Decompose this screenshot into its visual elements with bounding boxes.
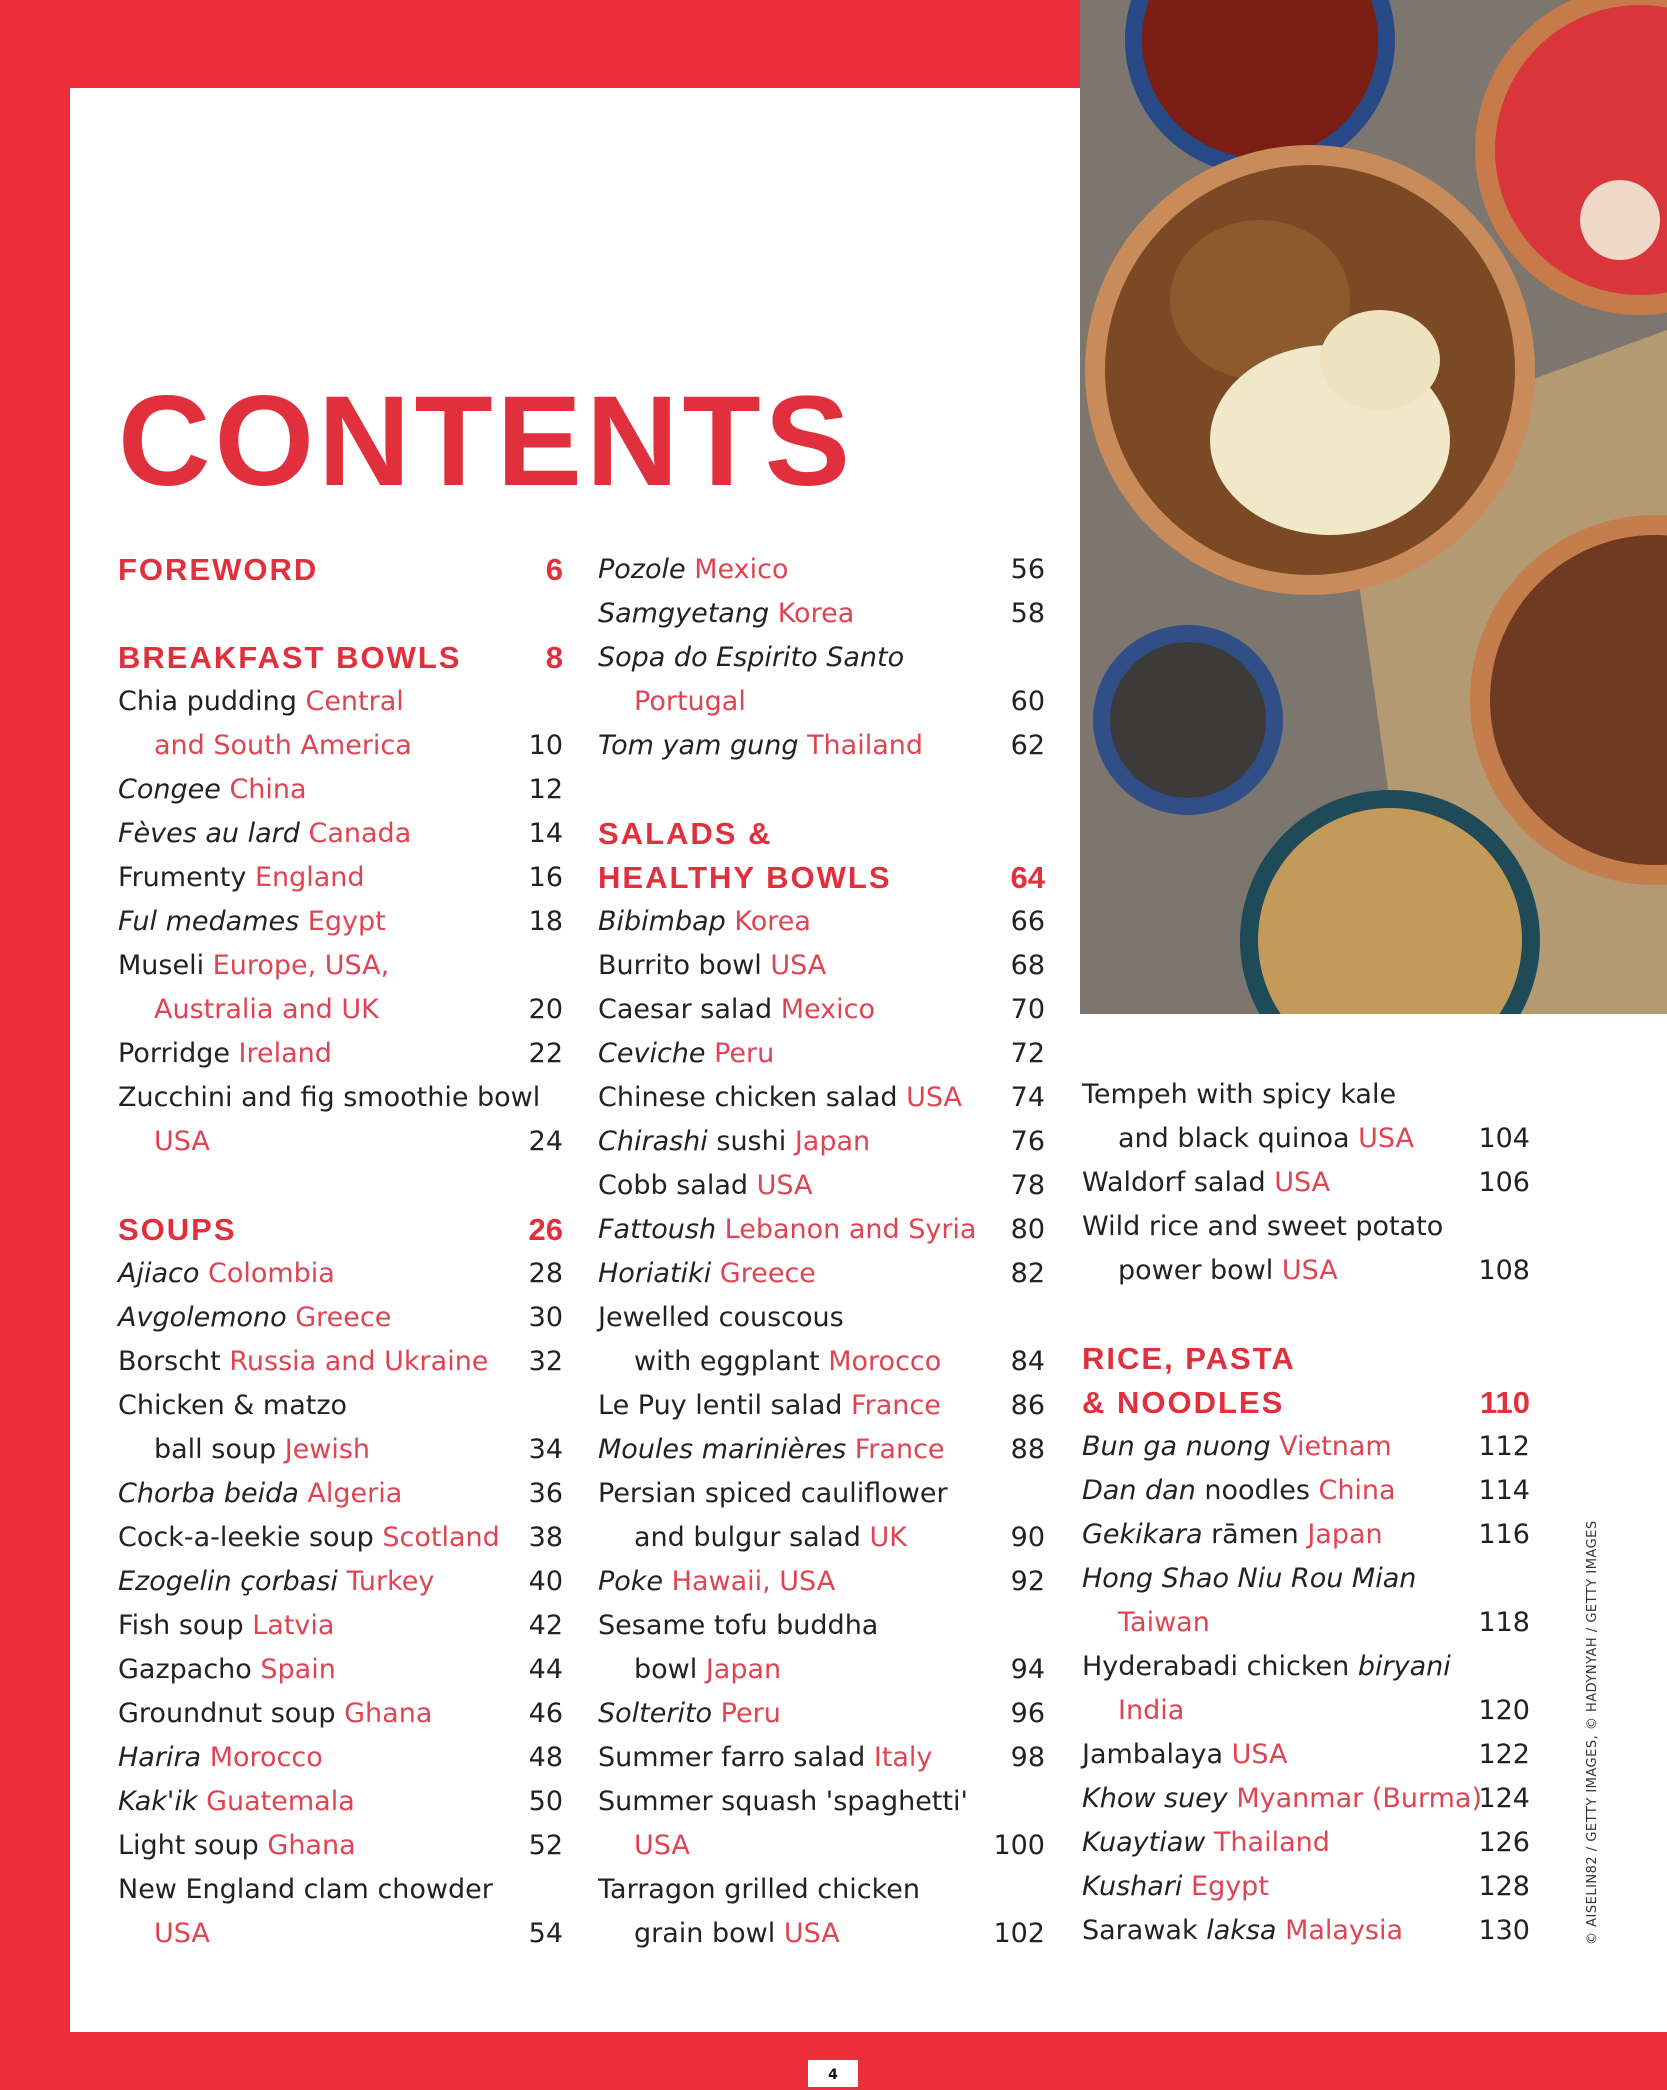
entry-page-number: 122	[1478, 1739, 1530, 1770]
entry-page-number: 86	[1010, 1390, 1045, 1421]
dish-name: sushi	[707, 1126, 795, 1157]
dish-name: Horiatiki	[598, 1258, 712, 1289]
country-label: Jewish	[284, 1434, 371, 1465]
dish-name: ball soup	[154, 1434, 285, 1465]
country-label: Morocco	[828, 1346, 942, 1377]
entry-page-number: 88	[1010, 1434, 1045, 1465]
country-label: Myanmar (Burma)	[1227, 1783, 1483, 1814]
dish-name: Caesar salad	[598, 994, 781, 1025]
toc-entry[interactable]	[118, 1736, 323, 1780]
dish-name: Sarawak	[1082, 1915, 1207, 1946]
dish-name: Chorba beida	[118, 1478, 299, 1509]
entry-page-number: 52	[528, 1830, 563, 1861]
country-label: Italy	[873, 1742, 933, 1773]
toc-entry[interactable]	[598, 1032, 774, 1076]
section-heading[interactable]: SOUPS	[118, 1212, 237, 1247]
section-heading[interactable]: BREAKFAST BOWLS	[118, 640, 462, 675]
dish-name: Ezogelin çorbasi	[118, 1566, 338, 1597]
entry-page-number: 46	[528, 1698, 563, 1729]
toc-entry[interactable]	[598, 1472, 948, 1516]
dish-name: Kak'ik	[118, 1786, 198, 1817]
dish-name: Cock-a-leekie soup	[118, 1522, 383, 1553]
toc-entry[interactable]	[598, 1076, 962, 1120]
food-bowls-photo	[1080, 0, 1667, 1014]
toc-entry[interactable]	[598, 1164, 813, 1208]
entry-page-number: 98	[1010, 1742, 1045, 1773]
country-label: Japan	[794, 1126, 871, 1157]
toc-entry[interactable]	[118, 1340, 488, 1384]
toc-entry[interactable]	[1082, 1073, 1396, 1117]
dish-name: noodles	[1195, 1475, 1319, 1506]
toc-entry[interactable]	[598, 1120, 870, 1164]
country-label: USA	[783, 1918, 840, 1949]
toc-entry[interactable]	[118, 1604, 334, 1648]
dish-name: Poke	[598, 1566, 664, 1597]
toc-entry[interactable]	[634, 1340, 941, 1384]
entry-page-number: 10	[528, 730, 563, 761]
dish-name: Museli	[118, 950, 213, 981]
country-label: and South America	[154, 730, 412, 761]
country-label: Latvia	[252, 1610, 335, 1641]
dish-name: Chia pudding	[118, 686, 306, 717]
section-heading[interactable]: HEALTHY BOWLS	[598, 860, 892, 895]
toc-entry[interactable]	[154, 724, 412, 768]
country-label: Colombia	[199, 1258, 335, 1289]
toc-entry[interactable]	[1082, 1821, 1330, 1865]
dish-name: Tarragon grilled chicken	[598, 1874, 920, 1905]
entry-page-number: 36	[528, 1478, 563, 1509]
dish-name: Congee	[118, 774, 221, 805]
toc-entry[interactable]	[118, 812, 411, 856]
toc-entry[interactable]	[118, 1296, 391, 1340]
country-label: Korea	[725, 906, 811, 937]
dish-name: Zucchini and fig smoothie bowl	[118, 1082, 541, 1113]
country-label: USA	[1274, 1167, 1331, 1198]
entry-page-number: 20	[528, 994, 563, 1025]
section-heading[interactable]: SALADS &	[598, 816, 773, 851]
dish-name: Kushari	[1082, 1871, 1183, 1902]
toc-entry[interactable]	[118, 1824, 356, 1868]
dish-name: Groundnut soup	[118, 1698, 345, 1729]
country-label: Scotland	[382, 1522, 500, 1553]
toc-entry[interactable]	[118, 1560, 434, 1604]
page-title: CONTENTS	[118, 370, 854, 513]
toc-entry[interactable]	[598, 1252, 816, 1296]
entry-page-number: 68	[1010, 950, 1045, 981]
country-label: Lebanon and Syria	[716, 1214, 977, 1245]
toc-entry[interactable]	[118, 1868, 493, 1912]
entry-page-number: 100	[993, 1830, 1045, 1861]
entry-page-number: 84	[1010, 1346, 1045, 1377]
dish-name: bowl	[634, 1654, 706, 1685]
toc-entry[interactable]	[598, 548, 788, 592]
toc-entry[interactable]	[118, 1516, 500, 1560]
country-label: Spain	[260, 1654, 336, 1685]
entry-page-number: 76	[1010, 1126, 1045, 1157]
country-label: Mexico	[780, 994, 875, 1025]
entry-page-number: 126	[1478, 1827, 1530, 1858]
country-label: Taiwan	[1118, 1607, 1210, 1638]
toc-entry[interactable]	[634, 1824, 690, 1868]
country-label: USA	[1281, 1255, 1338, 1286]
toc-entry[interactable]	[598, 636, 904, 680]
toc-entry[interactable]	[118, 1692, 432, 1736]
toc-entry[interactable]	[1118, 1117, 1414, 1161]
country-label: Thailand	[1205, 1827, 1330, 1858]
country-label: Algeria	[298, 1478, 403, 1509]
toc-entry[interactable]	[1082, 1777, 1482, 1821]
entry-page-number: 80	[1010, 1214, 1045, 1245]
entry-page-number: 74	[1010, 1082, 1045, 1113]
toc-entry[interactable]	[598, 1692, 781, 1736]
section-heading[interactable]: & NOODLES	[1082, 1385, 1285, 1420]
country-label: Australia and UK	[154, 994, 379, 1025]
toc-entry[interactable]	[634, 1648, 781, 1692]
entry-page-number: 92	[1010, 1566, 1045, 1597]
entry-page-number: 82	[1010, 1258, 1045, 1289]
entry-page-number: 12	[528, 774, 563, 805]
dish-name: New England clam chowder	[118, 1874, 493, 1905]
entry-page-number: 40	[528, 1566, 563, 1597]
entry-page-number: 72	[1010, 1038, 1045, 1069]
toc-entry[interactable]	[154, 1912, 210, 1956]
country-label: Greece	[711, 1258, 816, 1289]
entry-page-number: 130	[1478, 1915, 1530, 1946]
entry-page-number: 16	[528, 862, 563, 893]
country-label: Portugal	[634, 686, 746, 717]
toc-entry[interactable]	[598, 944, 826, 988]
country-label: USA	[1231, 1739, 1288, 1770]
dish-name: Kuaytiaw	[1082, 1827, 1206, 1858]
entry-page-number: 62	[1010, 730, 1045, 761]
toc-entry[interactable]	[598, 1296, 844, 1340]
section-heading[interactable]: RICE, PASTA	[1082, 1341, 1296, 1376]
country-label: Ghana	[344, 1698, 433, 1729]
dish-name: Cobb salad	[598, 1170, 757, 1201]
dish-name: Fèves au lard	[118, 818, 300, 849]
country-label: USA	[154, 1126, 210, 1157]
toc-entry[interactable]	[1118, 1601, 1210, 1645]
dish-name: Sopa do Espirito Santo	[598, 642, 905, 673]
country-label: Ghana	[267, 1830, 356, 1861]
entry-page-number: 70	[1010, 994, 1045, 1025]
toc-entry[interactable]	[598, 988, 875, 1032]
entry-page-number: 32	[528, 1346, 563, 1377]
dish-name: Borscht	[118, 1346, 230, 1377]
entry-page-number: 14	[528, 818, 563, 849]
entry-page-number: 44	[528, 1654, 563, 1685]
country-label: Peru	[712, 1698, 781, 1729]
country-label: Greece	[286, 1302, 392, 1333]
toc-entry[interactable]	[1082, 1557, 1416, 1601]
country-label: USA	[756, 1170, 813, 1201]
entry-page-number: 22	[528, 1038, 563, 1069]
country-label: Japan	[705, 1654, 782, 1685]
dish-name: Wild rice and sweet potato	[1082, 1211, 1444, 1242]
toc-entry[interactable]	[118, 944, 389, 988]
country-label: Russia and Ukraine	[229, 1346, 489, 1377]
dish-name: Hyderabadi chicken	[1082, 1651, 1358, 1682]
toc-entry[interactable]	[634, 1912, 840, 1956]
country-label: France	[846, 1434, 945, 1465]
entry-page-number: 102	[993, 1918, 1045, 1949]
entry-page-number: 94	[1010, 1654, 1045, 1685]
entry-page-number: 28	[528, 1258, 563, 1289]
entry-page-number: 118	[1478, 1607, 1530, 1638]
toc-entry[interactable]	[598, 592, 854, 636]
entry-page-number: 66	[1010, 906, 1045, 937]
dish-name: Frumenty	[118, 862, 255, 893]
country-label: Europe, USA,	[212, 950, 390, 981]
toc-entry[interactable]	[1118, 1249, 1338, 1293]
dish-name: Ajiaco	[118, 1258, 200, 1289]
photo-credit: © AISELIN82 / GETTY IMAGES, © HADYNYAH / GETTY IMAGES	[1585, 1520, 1600, 1945]
dish-name: Gazpacho	[118, 1654, 261, 1685]
dish-name: Tempeh with spicy kale	[1082, 1079, 1397, 1110]
dish-name: with eggplant	[634, 1346, 829, 1377]
toc-entry[interactable]	[1082, 1425, 1392, 1469]
country-label: Korea	[769, 598, 855, 629]
country-label: Thailand	[798, 730, 924, 761]
dish-name: Fattoush	[598, 1214, 717, 1245]
entry-page-number: 34	[528, 1434, 563, 1465]
dish-name: power bowl	[1118, 1255, 1282, 1286]
entry-page-number: 48	[528, 1742, 563, 1773]
entry-page-number: 90	[1010, 1522, 1045, 1553]
country-label: Egypt	[1182, 1871, 1269, 1902]
entry-page-number: 116	[1478, 1519, 1530, 1550]
entry-page-number: 30	[528, 1302, 563, 1333]
dish-name: Dan dan	[1082, 1475, 1196, 1506]
dish-name: Avgolemono	[118, 1302, 287, 1333]
dish-name: Khow suey	[1082, 1783, 1228, 1814]
toc-entry[interactable]	[598, 1208, 976, 1252]
country-label: UK	[869, 1522, 907, 1553]
dish-name: Solterito	[598, 1698, 713, 1729]
toc-entry[interactable]	[634, 680, 746, 724]
entry-page-number: 124	[1478, 1783, 1530, 1814]
dish-name: Summer farro salad	[598, 1742, 874, 1773]
toc-entry[interactable]	[1082, 1513, 1383, 1557]
toc-entry[interactable]	[598, 1604, 878, 1648]
country-label: USA	[1358, 1123, 1415, 1154]
toc-entry[interactable]	[118, 1648, 336, 1692]
section-page-number: 8	[545, 640, 563, 675]
dish-name: grain bowl	[634, 1918, 784, 1949]
dish-name: Samgyetang	[598, 598, 770, 629]
toc-entry[interactable]	[154, 1120, 210, 1164]
dish-name: rāmen	[1202, 1519, 1308, 1550]
dish-name: Porridge	[118, 1038, 239, 1069]
country-label: Guatemala	[197, 1786, 355, 1817]
toc-entry[interactable]	[598, 1736, 932, 1780]
country-label: Vietnam	[1270, 1431, 1392, 1462]
toc-entry[interactable]	[118, 768, 307, 812]
toc-entry[interactable]	[598, 1780, 968, 1824]
dish-name: Le Puy lentil salad	[598, 1390, 852, 1421]
country-label: Turkey	[337, 1566, 435, 1597]
dish-name: Waldorf salad	[1082, 1167, 1275, 1198]
entry-page-number: 128	[1478, 1871, 1530, 1902]
toc-entry[interactable]	[154, 988, 379, 1032]
entry-page-number: 24	[528, 1126, 563, 1157]
entry-page-number: 112	[1478, 1431, 1530, 1462]
country-label: Malaysia	[1276, 1915, 1404, 1946]
dish-name: Fish soup	[118, 1610, 253, 1641]
dish-name: Light soup	[118, 1830, 268, 1861]
country-label: Mexico	[685, 554, 789, 585]
dish-name: and black quinoa	[1118, 1123, 1359, 1154]
section-page-number: 6	[545, 552, 563, 587]
country-label: Central	[305, 686, 404, 717]
toc-entry[interactable]	[118, 1780, 355, 1824]
toc-entry[interactable]	[598, 1560, 835, 1604]
dish-name: Chinese chicken salad	[598, 1082, 907, 1113]
section-page-number: 26	[528, 1212, 563, 1247]
dish-name: Gekikara	[1082, 1519, 1203, 1550]
dish-name: Hong Shao Niu Rou Mian	[1082, 1563, 1417, 1594]
dish-name: Persian spiced cauliflower	[598, 1478, 948, 1509]
toc-entry[interactable]	[118, 680, 404, 724]
country-label: France	[851, 1390, 941, 1421]
page-number: 4	[808, 2060, 858, 2087]
toc-entry[interactable]	[118, 1032, 332, 1076]
country-label: Ireland	[238, 1038, 332, 1069]
dish-name: Pozole	[598, 554, 686, 585]
toc-entry[interactable]	[1082, 1733, 1288, 1777]
dish-name: biryani	[1357, 1651, 1451, 1682]
country-label: Japan	[1307, 1519, 1383, 1550]
entry-page-number: 42	[528, 1610, 563, 1641]
dish-name: Jewelled couscous	[598, 1302, 844, 1333]
entry-page-number: 18	[528, 906, 563, 937]
country-label: Hawaii, USA	[663, 1566, 836, 1597]
dish-name: and bulgur salad	[634, 1522, 870, 1553]
entry-page-number: 106	[1478, 1167, 1530, 1198]
country-label: China	[1318, 1475, 1396, 1506]
dish-name: Bun ga nuong	[1082, 1431, 1271, 1462]
country-label: USA	[906, 1082, 962, 1113]
toc-entry[interactable]	[598, 900, 811, 944]
entry-page-number: 50	[528, 1786, 563, 1817]
toc-entry[interactable]	[1082, 1161, 1330, 1205]
dish-name: Jambalaya	[1082, 1739, 1232, 1770]
dish-name: Burrito bowl	[598, 950, 771, 981]
toc-entry[interactable]	[1082, 1645, 1451, 1689]
dish-name: Chirashi	[598, 1126, 708, 1157]
dish-name: Moules marinières	[598, 1434, 847, 1465]
dish-name: Bibimbap	[598, 906, 726, 937]
country-label: Peru	[705, 1038, 775, 1069]
dish-name: Chicken & matzo	[118, 1390, 348, 1421]
toc-entry[interactable]	[118, 856, 365, 900]
toc-entry[interactable]	[598, 1428, 945, 1472]
country-label: England	[254, 862, 365, 893]
toc-entry[interactable]	[598, 724, 923, 768]
country-label: Canada	[299, 818, 412, 849]
entry-page-number: 38	[528, 1522, 563, 1553]
toc-entry[interactable]	[118, 1076, 540, 1120]
section-heading[interactable]: FOREWORD	[118, 552, 319, 587]
dish-name: Tom yam gung	[598, 730, 799, 761]
toc-entry[interactable]	[598, 1868, 920, 1912]
dish-name: laksa	[1206, 1915, 1277, 1946]
section-page-number: 110	[1479, 1385, 1530, 1420]
country-label: India	[1118, 1695, 1185, 1726]
toc-entry[interactable]	[154, 1428, 370, 1472]
entry-page-number: 54	[528, 1918, 563, 1949]
entry-page-number: 78	[1010, 1170, 1045, 1201]
toc-entry[interactable]	[118, 1252, 335, 1296]
section-page-number: 64	[1010, 860, 1045, 895]
dish-name: Ful medames	[118, 906, 300, 937]
entry-page-number: 58	[1010, 598, 1045, 629]
toc-entry[interactable]	[1082, 1865, 1269, 1909]
toc-entry[interactable]	[1082, 1205, 1443, 1249]
toc-entry[interactable]	[598, 1384, 941, 1428]
entry-page-number: 60	[1010, 686, 1045, 717]
entry-page-number: 104	[1478, 1123, 1530, 1154]
dish-name: Ceviche	[598, 1038, 706, 1069]
toc-entry[interactable]	[1082, 1469, 1396, 1513]
toc-entry[interactable]	[634, 1516, 907, 1560]
toc-entry[interactable]	[118, 1472, 402, 1516]
dish-name: Harira	[118, 1742, 202, 1773]
country-label: USA	[154, 1918, 210, 1949]
entry-page-number: 108	[1478, 1255, 1530, 1286]
toc-entry[interactable]	[118, 1384, 347, 1428]
toc-entry[interactable]	[1118, 1689, 1184, 1733]
country-label: USA	[634, 1830, 690, 1861]
toc-entry[interactable]	[1082, 1909, 1403, 1953]
country-label: Egypt	[299, 906, 386, 937]
entry-page-number: 120	[1478, 1695, 1530, 1726]
dish-name: Summer squash 'spaghetti'	[598, 1786, 968, 1817]
dish-name: Sesame tofu buddha	[598, 1610, 879, 1641]
country-label: USA	[770, 950, 827, 981]
toc-entry[interactable]	[118, 900, 386, 944]
country-label: Morocco	[201, 1742, 323, 1773]
entry-page-number: 114	[1478, 1475, 1530, 1506]
entry-page-number: 96	[1010, 1698, 1045, 1729]
entry-page-number: 56	[1010, 554, 1045, 585]
country-label: China	[220, 774, 307, 805]
